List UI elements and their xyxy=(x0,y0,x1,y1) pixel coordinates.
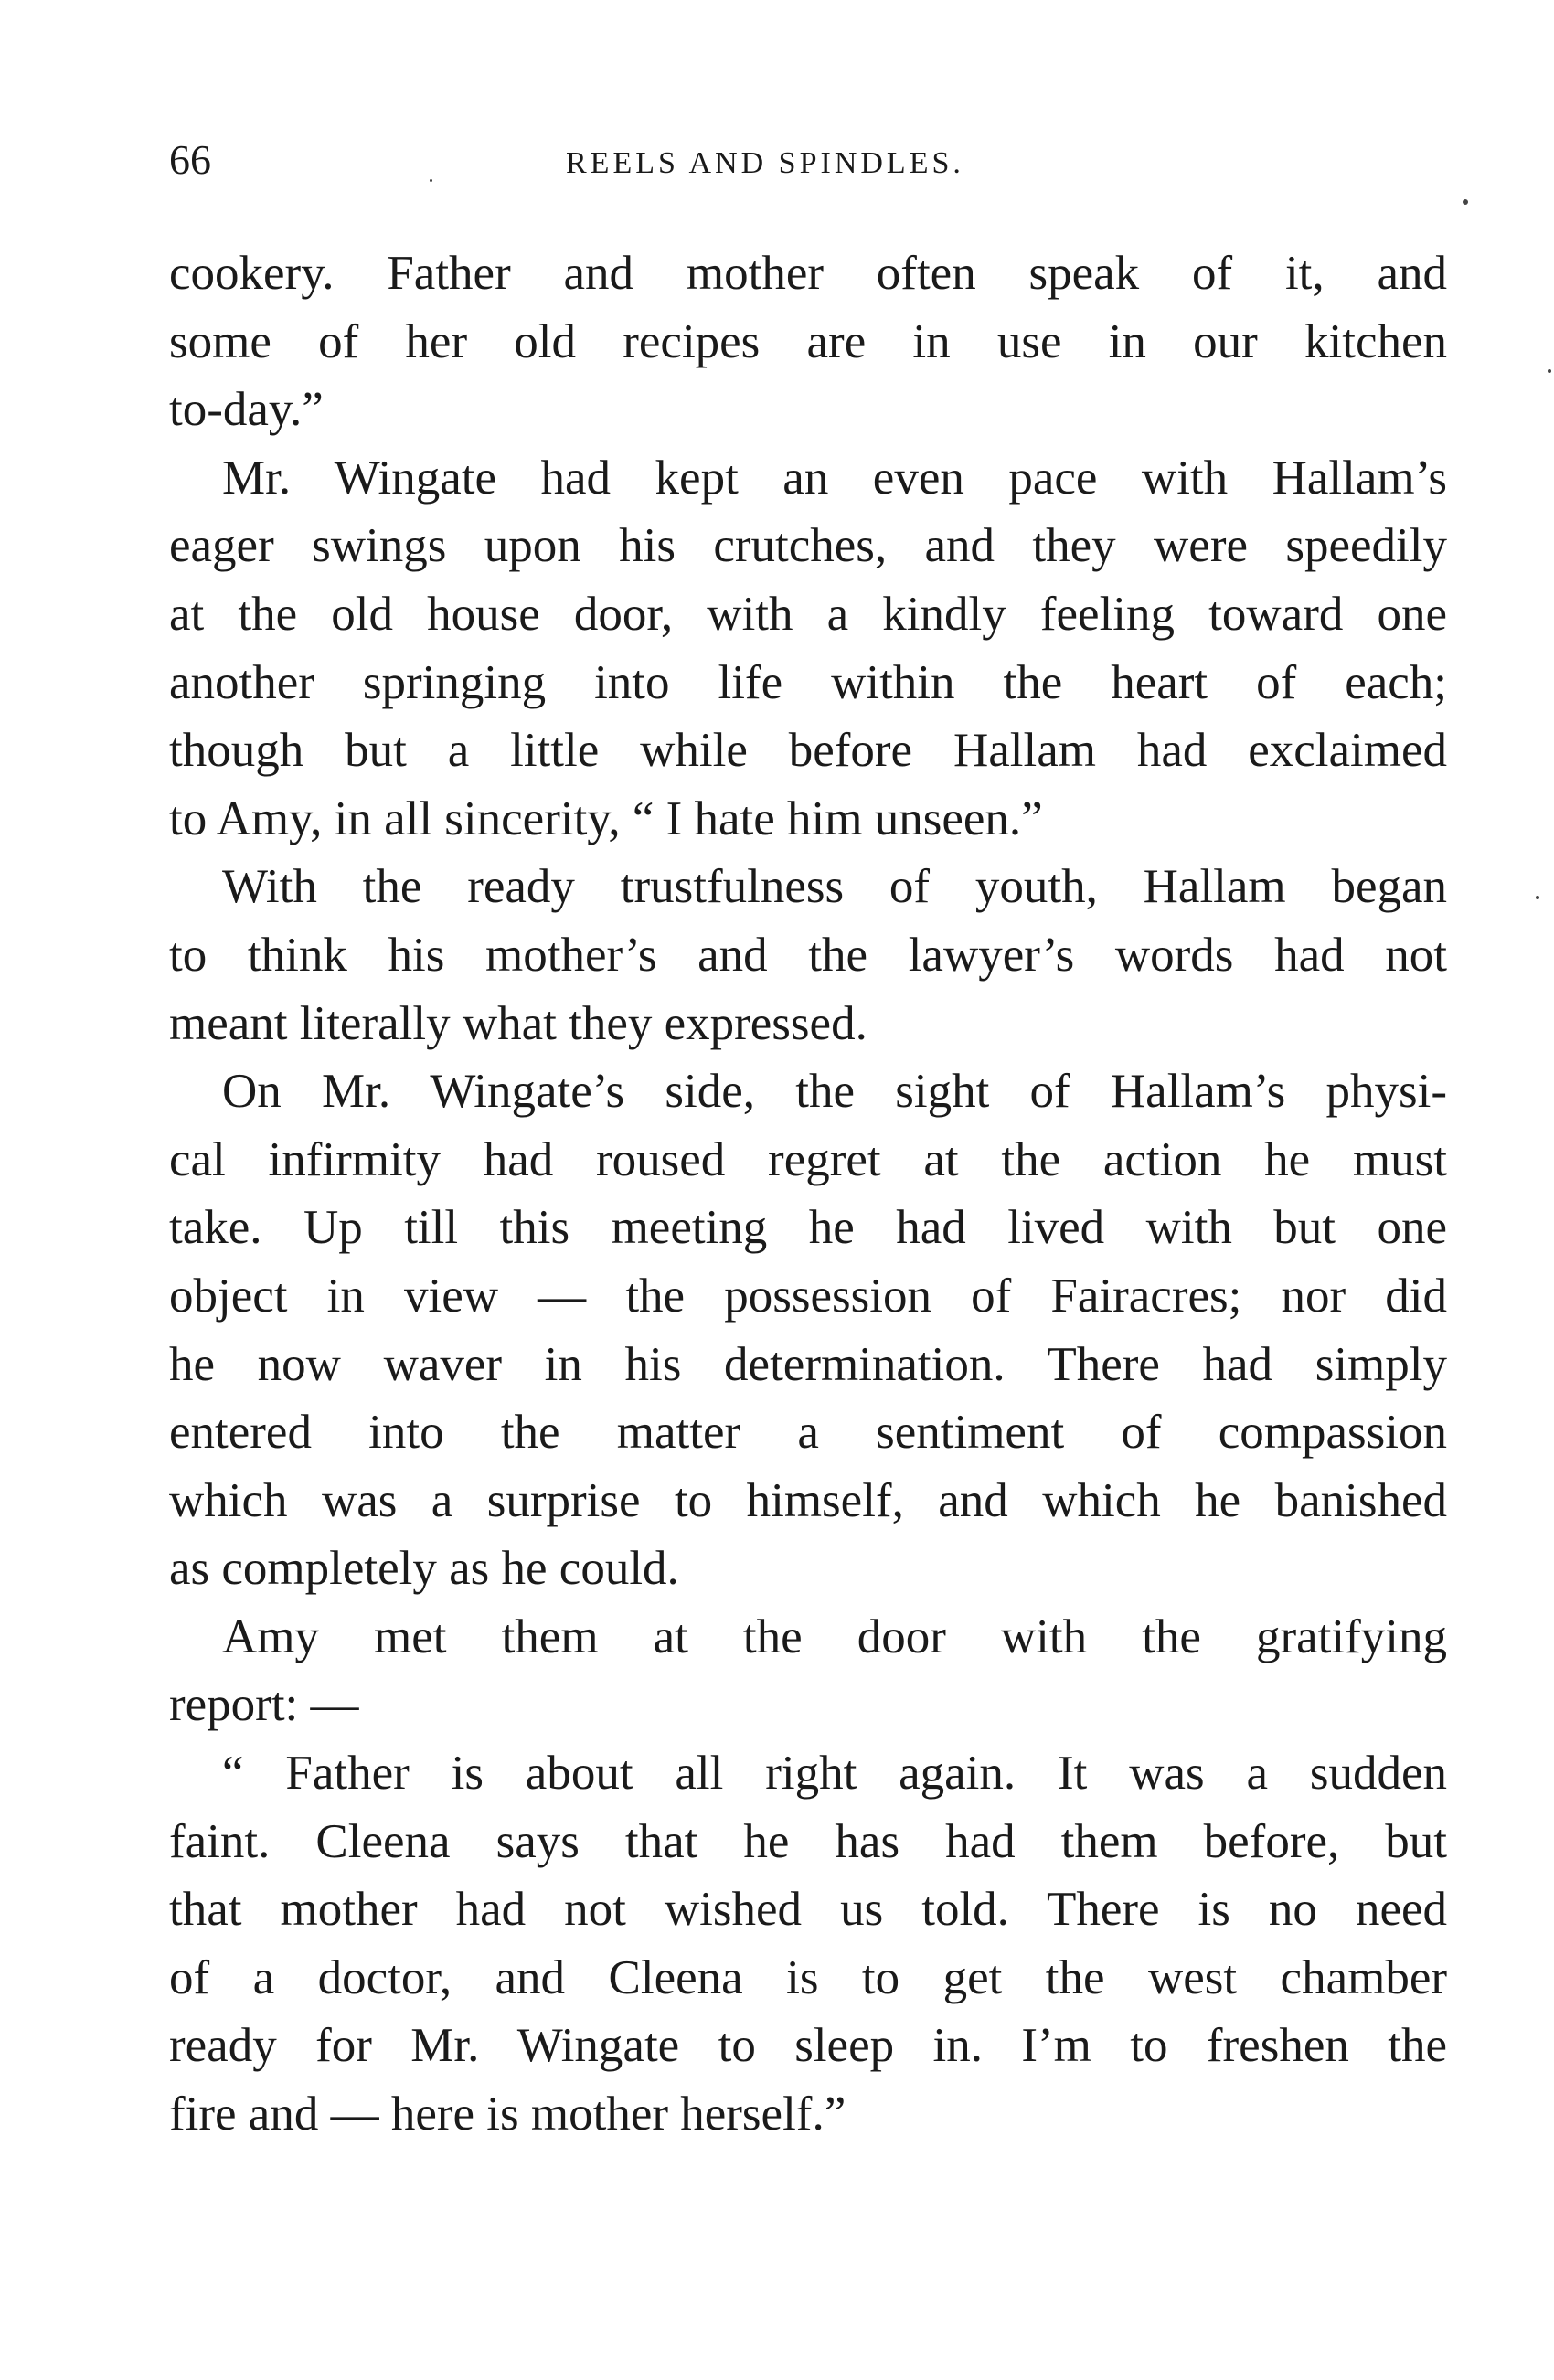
text-line: though but a little while before Hallam had exclaimed xyxy=(169,724,1447,778)
ink-speck xyxy=(430,179,432,182)
text-line: to Amy, in all sincerity, “ I hate him unseen.” xyxy=(169,792,1043,845)
text-line: to think his mother’s and the lawyer’s words had not xyxy=(169,928,1447,982)
text-line: another springing into life within the heart of each; xyxy=(169,655,1447,709)
text-line: eager swings upon his crutches, and they were speedily xyxy=(169,519,1447,573)
text-line: cookery. Father and mother often speak of it, and xyxy=(169,247,1447,300)
text-line: at the old house door, with a kindly feeling toward one xyxy=(169,587,1447,641)
text-line: he now waver in his determination. There had simply xyxy=(169,1337,1447,1391)
text-line: faint. Cleena says that he has had them before, but xyxy=(169,1814,1447,1868)
text-line: Amy met them at the door with the gratifying xyxy=(222,1610,1447,1663)
text-line: object in view — the possession of Fairacres; nor did xyxy=(169,1269,1447,1323)
text-line: take. Up till this meeting he had lived with but one xyxy=(169,1201,1447,1255)
ink-speck xyxy=(1463,199,1468,205)
text-line: report: — xyxy=(169,1678,359,1732)
page-header xyxy=(169,133,1449,187)
text-line: that mother had not wished us told. There is no need xyxy=(169,1883,1447,1937)
text-line: ready for Mr. Wingate to sleep in. I’m to freshen the xyxy=(169,2019,1447,2073)
text-line: On Mr. Wingate’s side, the sight of Hallam’s physi- xyxy=(222,1065,1447,1119)
page-number: 66 xyxy=(169,136,211,183)
text-line: some of her old recipes are in use in our kitchen xyxy=(169,314,1447,368)
text-line: meant literally what they expressed. xyxy=(169,996,867,1050)
text-line: cal infirmity had roused regret at the action he must xyxy=(169,1132,1447,1186)
text-line: to-day.” xyxy=(169,383,324,437)
ink-speck xyxy=(1548,369,1551,373)
text-line: of a doctor, and Cleena is to get the west chamber xyxy=(169,1950,1447,2004)
text-line: With the ready trustfulness of youth, Hallam began xyxy=(222,860,1447,914)
text-line: entered into the matter a sentiment of compassion xyxy=(169,1406,1447,1460)
running-title: REELS AND SPINDLES. xyxy=(566,146,964,180)
text-line: as completely as he could. xyxy=(169,1542,679,1596)
text-line: “ Father is about all right again. It was a sudden xyxy=(222,1747,1447,1801)
text-line: Mr. Wingate had kept an even pace with Hallam’s xyxy=(222,451,1447,505)
text-line: which was a surprise to himself, and which he banished xyxy=(169,1473,1447,1527)
text-line: fire and — here is mother herself.” xyxy=(169,2088,846,2141)
body-text xyxy=(169,239,1447,2149)
ink-speck xyxy=(1536,896,1539,899)
